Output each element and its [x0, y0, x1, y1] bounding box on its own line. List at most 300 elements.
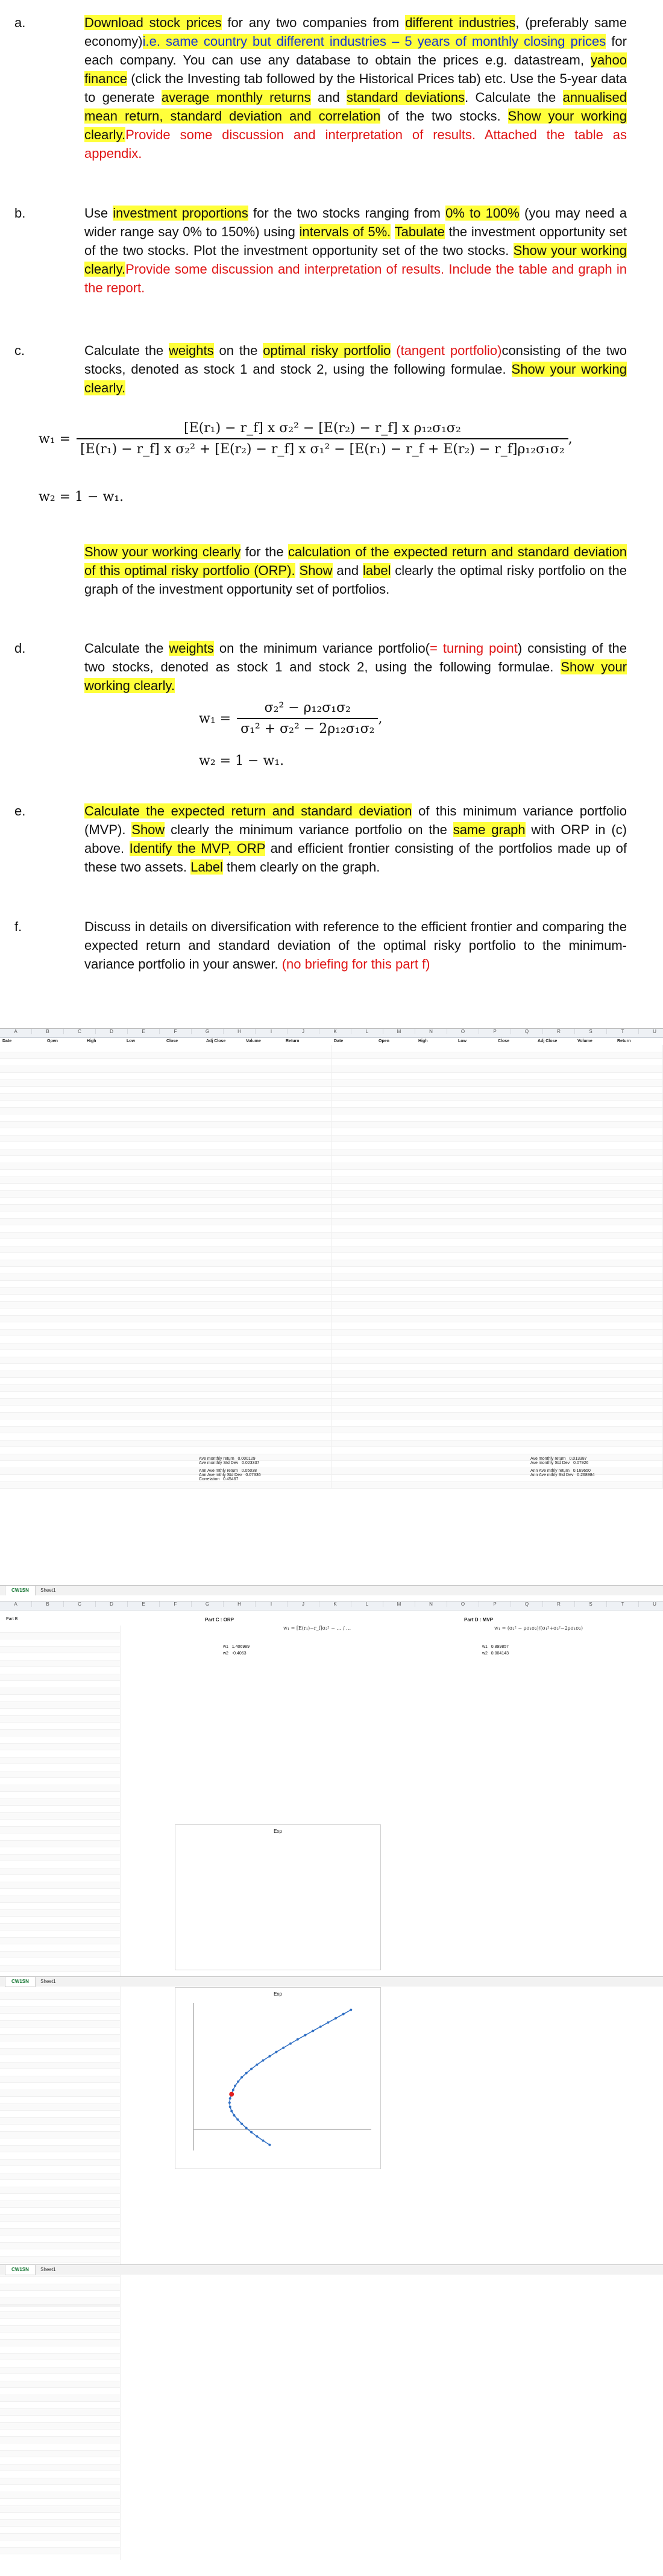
column-header: Low — [458, 1039, 467, 1043]
stats-left — [199, 1457, 332, 1481]
table-row — [0, 1667, 121, 1674]
table-row — [332, 1239, 663, 1246]
table-row — [332, 1281, 663, 1288]
table-row — [0, 1288, 332, 1295]
table-row — [0, 2534, 121, 2541]
sheet-tab[interactable]: CW1SN — [5, 1586, 36, 1595]
q-b-text: the investment opportunity set of the two stocks. Plot the investment opportunity set of the two stocks. — [84, 224, 627, 258]
data-point — [268, 2055, 271, 2058]
question-label: d. — [14, 641, 26, 656]
table-row — [0, 1198, 332, 1205]
data-point — [228, 2102, 231, 2104]
table-row — [0, 1896, 121, 1903]
table-row — [0, 2049, 121, 2056]
table-row — [0, 1316, 332, 1323]
table-row — [0, 1378, 332, 1385]
proportion-table — [0, 1626, 121, 2560]
spreadsheet-returns[interactable] — [0, 1028, 663, 1595]
highlight-point — [229, 2092, 234, 2097]
table-row — [0, 1128, 332, 1136]
question-label: b. — [14, 206, 26, 221]
table-row — [0, 2499, 121, 2506]
table-row — [0, 2333, 121, 2340]
data-point — [319, 2026, 322, 2028]
stat-row: Ave monthly return 0.000129 — [199, 1457, 256, 1461]
table-row — [0, 2326, 121, 2333]
table-row — [332, 1170, 663, 1177]
formula-numerator: [E(r₁) − r_f] x σ₂² − [E(r₂) − r_f] x ρ₁₂σ₁σ₂ — [184, 421, 461, 436]
data-point — [335, 2017, 337, 2020]
table-row — [332, 1308, 663, 1316]
table-row — [332, 1427, 663, 1434]
data-point — [250, 2068, 253, 2070]
table-row — [0, 1917, 121, 1924]
table-row — [0, 1302, 332, 1309]
data-point — [312, 2030, 314, 2032]
sheet-tab[interactable]: Sheet1 — [40, 2267, 56, 2272]
table-row — [0, 1688, 121, 1695]
table-row — [0, 2007, 121, 2014]
table-row — [0, 1952, 121, 1959]
q-c-text: (tangent portfolio) — [391, 343, 502, 358]
table-row — [0, 1889, 121, 1896]
data-point — [236, 2119, 239, 2121]
table-row — [332, 1413, 663, 1420]
table-row — [0, 1827, 121, 1834]
table-row — [0, 2485, 121, 2492]
table-row — [332, 1330, 663, 1337]
opportunity-set-chart-empty[interactable] — [175, 1824, 381, 1970]
table-row — [0, 1281, 332, 1288]
sheet-tab-bar — [0, 1585, 663, 1595]
table-row — [0, 1447, 332, 1454]
q-e-text: with ORP in (c) above. — [84, 822, 627, 856]
q-b-text: intervals of 5%. — [299, 224, 391, 239]
table-row — [0, 2457, 121, 2464]
table-row — [0, 1639, 121, 1647]
table-row — [0, 2354, 121, 2361]
table-row — [332, 1211, 663, 1219]
table-row — [0, 1045, 332, 1052]
q-a-text: (click the Investing tab followed by the Historical Prices tab) etc. Use the 5-year data to generate — [84, 71, 627, 105]
table-row — [0, 1267, 332, 1274]
data-point — [304, 2034, 306, 2037]
data-point — [342, 2013, 345, 2015]
table-row — [0, 2360, 121, 2367]
table-row — [0, 2506, 121, 2513]
q-e-text: them clearly on the graph. — [222, 859, 380, 875]
column-header: Return — [617, 1039, 631, 1043]
q-c-text: consisting of the two stocks, denoted as stock 1 and stock 2, using the following formulae. — [84, 343, 627, 377]
table-row — [0, 1647, 121, 1654]
table-row — [0, 1399, 332, 1406]
table-row — [0, 2416, 121, 2423]
table-row — [0, 1211, 332, 1219]
q-c-text: clearly the optimal risky portfolio on the graph of the investment opportunity set of portfolios. — [84, 563, 627, 597]
table-row — [0, 1736, 121, 1744]
table-row — [0, 1114, 332, 1122]
table-row — [0, 2215, 121, 2222]
q-c-text: and — [332, 563, 363, 578]
table-row — [0, 1855, 121, 1862]
table-row — [0, 1170, 332, 1177]
q-f-text: (no briefing for this part f) — [281, 957, 430, 972]
table-row — [0, 2000, 121, 2007]
data-point — [262, 2140, 264, 2142]
q-a-text: for each company. You can use any database to obtain the prices e.g. datastream, — [84, 34, 627, 68]
column-header: Return — [286, 1039, 300, 1043]
q-a-text: Download stock prices — [84, 15, 222, 30]
sheet-tab[interactable]: CW1SN — [5, 1977, 36, 1987]
table-row — [0, 2152, 121, 2160]
column-header: Close — [166, 1039, 178, 1043]
formula-numerator: σ₂² − ρ₁₂σ₁σ₂ — [264, 700, 351, 715]
table-row — [332, 1163, 663, 1170]
table-row — [332, 1336, 663, 1343]
table-row — [0, 1101, 332, 1108]
table-row — [0, 1087, 332, 1094]
stat-row: Correlation 0.45467 — [199, 1477, 239, 1481]
table-row — [0, 1993, 121, 2000]
data-point — [245, 2072, 248, 2075]
table-row — [0, 2540, 121, 2548]
table-row — [0, 2243, 121, 2250]
table-row — [332, 1406, 663, 1413]
table-row — [0, 1142, 332, 1149]
question-c — [0, 341, 663, 397]
table-row — [332, 1136, 663, 1143]
table-row — [332, 1357, 663, 1365]
table-row — [332, 1177, 663, 1184]
orp-weights: w1 1.406989 w2 -0.4063 — [223, 1645, 250, 1656]
chart-title: Exp — [274, 1991, 282, 1997]
data-point — [240, 2123, 243, 2125]
q-e-text: and efficient frontier consisting of the portfolios made up of these two assets. — [84, 841, 627, 875]
q-a-text: for any two companies from — [221, 15, 406, 30]
table-row — [332, 1219, 663, 1226]
chart-plot-area — [175, 1997, 380, 2166]
table-row — [332, 1288, 663, 1295]
data-point — [234, 2085, 236, 2087]
table-row — [0, 1246, 332, 1254]
table-row — [332, 1066, 663, 1073]
sheet-header-row — [0, 1038, 663, 1045]
table-row — [332, 1108, 663, 1115]
table-row — [0, 1343, 332, 1351]
table-row — [0, 2249, 121, 2257]
q-d-text: Calculate the — [84, 641, 169, 656]
table-row — [0, 1882, 121, 1890]
table-row — [0, 2319, 121, 2326]
table-row — [0, 2520, 121, 2527]
mvp-weight-formula — [199, 700, 382, 737]
table-row — [0, 1080, 332, 1087]
table-row — [0, 2090, 121, 2097]
data-point — [282, 2047, 284, 2049]
table-row — [0, 1847, 121, 1855]
table-row — [0, 1052, 332, 1060]
table-row — [0, 2395, 121, 2402]
q-d-text: ) consisting of the two stocks, denoted as stock 1 and stock 2, using the following formulae. — [84, 641, 627, 674]
q-a-text: Show your working clearly. — [84, 108, 627, 142]
table-row — [0, 1785, 121, 1792]
table-row — [0, 1695, 121, 1702]
table-row — [0, 2437, 121, 2444]
column-header-row: A B C D E F G H I J K L M N O P Q R S T U — [0, 1029, 663, 1038]
table-row — [0, 2069, 121, 2076]
opportunity-set-chart[interactable] — [175, 1987, 381, 2169]
table-row — [0, 1239, 332, 1246]
table-row — [332, 1080, 663, 1087]
column-header: Date — [2, 1039, 12, 1043]
spreadsheet-portfolio[interactable] — [0, 1601, 663, 2572]
part-d-label: Part D : MVP — [464, 1617, 494, 1623]
stat-row: Ann Ave mthly Std Dev 0.268984 — [530, 1473, 595, 1477]
q-e-text: Identify the MVP, ORP — [129, 841, 266, 856]
table-row — [0, 1833, 121, 1841]
table-row — [0, 2471, 121, 2478]
table-row — [0, 1841, 121, 1848]
formula-lhs: w₁ = — [39, 431, 71, 447]
table-row — [0, 2208, 121, 2215]
q-b-text: Provide some discussion and interpretation of results. Include the table and graph in the report. — [84, 262, 627, 295]
data-point — [256, 2135, 258, 2138]
question-label: a. — [14, 15, 26, 30]
table-row — [0, 1163, 332, 1170]
question-c-continued — [0, 542, 663, 598]
table-row — [0, 2014, 121, 2021]
stat-row: Ann Ave mthly return 0.05038 — [199, 1469, 257, 1473]
table-row — [0, 2097, 121, 2104]
table-row — [0, 1274, 332, 1281]
table-row — [332, 1274, 663, 1281]
data-point — [262, 2059, 264, 2062]
table-row — [332, 1101, 663, 1108]
question-e — [0, 802, 663, 876]
table-row — [0, 2021, 121, 2028]
table-row — [0, 1295, 332, 1302]
table-row — [332, 1433, 663, 1440]
table-row — [0, 1260, 332, 1268]
table-row — [0, 1156, 332, 1163]
data-point — [327, 2022, 329, 2024]
q-d-text: Show your working clearly. — [84, 659, 627, 693]
q-a-text: and — [310, 90, 347, 105]
table-row — [0, 1406, 332, 1413]
table-row — [0, 1730, 121, 1737]
sheet-tab[interactable]: CW1SN — [5, 2265, 36, 2275]
table-row — [0, 2277, 121, 2284]
table-row — [332, 1371, 663, 1378]
table-row — [332, 1233, 663, 1240]
table-row — [0, 1149, 332, 1157]
question-a — [0, 13, 663, 163]
part-c-formula: w₁ = [E(r₁)−r_f]σ₂² − … / … — [283, 1626, 351, 1631]
q-a-text: annualised mean return, standard deviation and correlation — [84, 90, 627, 124]
table-row — [0, 1944, 121, 1952]
q-f-text: Discuss in details on diversification with reference to the efficient frontier and comparing the expected return and standard deviation of the optimal risky portfolio to the minimum-variance portfolio in your answer. — [84, 919, 627, 972]
table-row — [0, 1806, 121, 1813]
column-header: Open — [47, 1039, 58, 1043]
data-point — [233, 2114, 235, 2117]
q-e-text: Label — [190, 859, 223, 875]
column-header: Volume — [577, 1039, 592, 1043]
table-row — [0, 1875, 121, 1882]
table-row — [0, 1184, 332, 1191]
table-row — [332, 1191, 663, 1198]
column-header: Open — [379, 1039, 389, 1043]
table-row — [0, 2346, 121, 2354]
q-c-text: label — [362, 563, 391, 578]
table-row — [0, 1225, 332, 1233]
chart-title: Exp — [274, 1829, 282, 1834]
data-point — [232, 2089, 234, 2091]
table-row — [332, 1350, 663, 1357]
column-header: High — [87, 1039, 96, 1043]
table-row — [0, 2222, 121, 2229]
table-row — [0, 2187, 121, 2194]
q-c-text: calculation of the expected return and standard deviation of this optimal risky portfolio (ORP). — [84, 544, 627, 578]
q-b-text: Use — [84, 206, 113, 221]
sheet-tab[interactable]: Sheet1 — [40, 1588, 56, 1593]
table-row — [0, 2166, 121, 2173]
data-point — [256, 2064, 258, 2066]
table-row — [332, 1225, 663, 1233]
table-row — [0, 2430, 121, 2437]
question-label: e. — [14, 803, 26, 818]
formula-denominator: σ₁² + σ₂² − 2ρ₁₂σ₁σ₂ — [237, 718, 378, 737]
sheet-tab-bar — [0, 1976, 663, 1987]
series-line — [230, 2094, 270, 2145]
table-row — [0, 1108, 332, 1115]
table-row — [0, 1336, 332, 1343]
data-point — [289, 2043, 292, 2045]
table-row — [0, 1799, 121, 1806]
table-row — [0, 2298, 121, 2305]
table-row — [332, 1156, 663, 1163]
question-b — [0, 204, 663, 297]
table-row — [0, 1868, 121, 1876]
table-row — [332, 1059, 663, 1066]
stat-row: Ann Ave mthly return 0.169650 — [530, 1469, 591, 1473]
formula-end: , — [568, 431, 573, 447]
table-row — [0, 1136, 332, 1143]
q-c-text: Show your working clearly. — [84, 362, 627, 395]
table-row — [0, 2104, 121, 2111]
table-row — [0, 2451, 121, 2458]
table-row — [0, 1938, 121, 1945]
table-row — [0, 2374, 121, 2381]
table-row — [0, 1059, 332, 1066]
table-row — [0, 2111, 121, 2118]
sheet-tab-bar — [0, 2264, 663, 2275]
table-row — [332, 1045, 663, 1052]
q-d-text: = turning point — [430, 641, 518, 656]
table-row — [0, 2146, 121, 2153]
q-b-text: 0% to 100% — [445, 206, 520, 221]
table-row — [0, 1930, 121, 1938]
table-row — [0, 1660, 121, 1668]
q-b-text: Show your working clearly. — [84, 243, 627, 277]
table-row — [0, 1681, 121, 1688]
table-row — [332, 1322, 663, 1330]
table-row — [332, 1385, 663, 1392]
table-row — [0, 1771, 121, 1779]
table-row — [0, 1764, 121, 1771]
series-line — [231, 2010, 351, 2094]
table-row — [0, 1744, 121, 1751]
table-row — [0, 2083, 121, 2090]
q-d-text: on the minimum variance portfolio( — [213, 641, 430, 656]
question-d — [0, 639, 663, 695]
table-row — [332, 1087, 663, 1094]
mvp-w2-formula: w₂ = 1 − w₁. — [199, 753, 284, 768]
table-row — [0, 1440, 332, 1448]
table-row — [332, 1184, 663, 1191]
table-row — [0, 1750, 121, 1758]
table-row — [0, 1094, 332, 1101]
question-label: c. — [14, 343, 25, 358]
table-row — [0, 2257, 121, 2264]
table-row — [0, 1205, 332, 1212]
stat-row: Ave monthly return 0.013387 — [530, 1457, 587, 1461]
q-e-text: of this minimum variance portfolio (MVP). — [84, 803, 627, 837]
column-header: Close — [498, 1039, 510, 1043]
formula-fraction — [237, 700, 378, 737]
column-header: Adj Close — [206, 1039, 226, 1043]
q-e-text: Show — [131, 822, 165, 837]
q-c-text: Calculate the — [84, 343, 169, 358]
table-row — [0, 2513, 121, 2520]
q-a-text: different industries — [405, 15, 516, 30]
table-row — [0, 2381, 121, 2389]
table-row — [0, 1330, 332, 1337]
table-row — [0, 1219, 332, 1226]
q-c-text — [295, 563, 300, 578]
formula-denominator: [E(r₁) − r_f] x σ₂² + [E(r₂) − r_f] x σ₁² − [E(r₁) − r_f + E(r₂) − r_f]ρ₁₂σ₁σ₂ — [77, 438, 568, 457]
table-row — [0, 1385, 332, 1392]
stat-row: Ave monthly Std Dev 0.023337 — [199, 1461, 260, 1465]
table-row — [0, 1427, 332, 1434]
table-row — [0, 2138, 121, 2146]
table-row — [0, 1122, 332, 1129]
table-row — [332, 1364, 663, 1371]
table-row — [0, 2312, 121, 2319]
sheet-tab[interactable]: Sheet1 — [40, 1979, 56, 1984]
table-row — [0, 1958, 121, 1965]
table-row — [332, 1378, 663, 1385]
table-row — [332, 1440, 663, 1448]
table-row — [0, 1924, 121, 1931]
data-point — [237, 2081, 239, 2083]
table-row — [0, 1910, 121, 1917]
q-a-text: , (preferably same economy) — [84, 15, 627, 49]
table-row — [332, 1295, 663, 1302]
table-row — [0, 1723, 121, 1730]
table-row — [332, 1094, 663, 1101]
price-table-left — [0, 1045, 332, 1575]
table-row — [0, 2492, 121, 2499]
q-c-text: for the — [240, 544, 289, 559]
data-point — [245, 2127, 248, 2129]
stats-right — [530, 1457, 657, 1477]
q-c-text: Show — [299, 563, 333, 578]
orp-w2-formula: w₂ = 1 − w₁. — [39, 489, 124, 504]
table-row — [0, 2235, 121, 2243]
table-row — [0, 1674, 121, 1682]
stat-row: Ann Ave mthly Std Dev 0.07336 — [199, 1473, 261, 1477]
table-row — [332, 1114, 663, 1122]
